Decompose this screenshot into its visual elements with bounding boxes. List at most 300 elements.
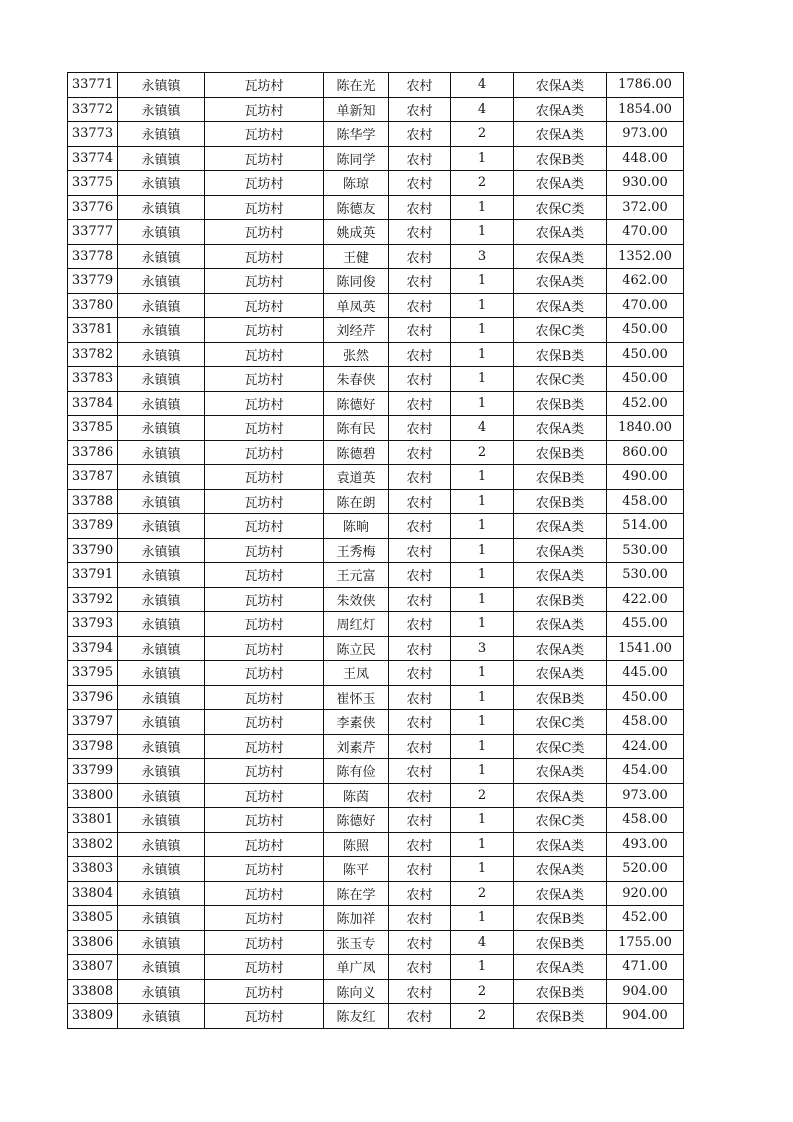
category-cell: 农保A类 [514, 538, 607, 563]
table-row [68, 97, 684, 122]
table-row [68, 612, 684, 637]
category-cell: 农保A类 [514, 293, 607, 318]
type-cell: 农村 [389, 857, 451, 882]
count-cell: 2 [451, 881, 514, 906]
category-cell: 农保C类 [514, 734, 607, 759]
category-cell: 农保A类 [514, 220, 607, 245]
amount-cell: 452.00 [607, 906, 684, 931]
name-cell: 王秀梅 [324, 538, 389, 563]
town-cell: 永镇镇 [118, 1004, 205, 1029]
village-cell: 瓦坊村 [205, 73, 324, 98]
name-cell: 陈平 [324, 857, 389, 882]
amount-cell: 471.00 [607, 955, 684, 980]
category-cell: 农保B类 [514, 465, 607, 490]
name-cell: 王健 [324, 244, 389, 269]
table-row [68, 146, 684, 171]
name-cell: 陈德好 [324, 808, 389, 833]
village-cell: 瓦坊村 [205, 955, 324, 980]
type-cell: 农村 [389, 1004, 451, 1029]
name-cell: 陈德好 [324, 391, 389, 416]
id-cell: 33796 [68, 685, 118, 710]
category-cell: 农保C类 [514, 195, 607, 220]
type-cell: 农村 [389, 73, 451, 98]
count-cell: 1 [451, 318, 514, 343]
village-cell: 瓦坊村 [205, 195, 324, 220]
town-cell: 永镇镇 [118, 97, 205, 122]
table-row [68, 122, 684, 147]
name-cell: 姚成英 [324, 220, 389, 245]
town-cell: 永镇镇 [118, 195, 205, 220]
type-cell: 农村 [389, 416, 451, 441]
table-row [68, 391, 684, 416]
category-cell: 农保B类 [514, 391, 607, 416]
count-cell: 1 [451, 269, 514, 294]
table-body [68, 73, 684, 1029]
town-cell: 永镇镇 [118, 783, 205, 808]
amount-cell: 452.00 [607, 391, 684, 416]
count-cell: 1 [451, 734, 514, 759]
count-cell: 2 [451, 122, 514, 147]
amount-cell: 1352.00 [607, 244, 684, 269]
type-cell: 农村 [389, 171, 451, 196]
type-cell: 农村 [389, 391, 451, 416]
village-cell: 瓦坊村 [205, 808, 324, 833]
name-cell: 陈照 [324, 832, 389, 857]
table-row [68, 906, 684, 931]
name-cell: 袁道英 [324, 465, 389, 490]
category-cell: 农保B类 [514, 587, 607, 612]
town-cell: 永镇镇 [118, 342, 205, 367]
id-cell: 33802 [68, 832, 118, 857]
table-row [68, 930, 684, 955]
count-cell: 2 [451, 1004, 514, 1029]
id-cell: 33801 [68, 808, 118, 833]
village-cell: 瓦坊村 [205, 293, 324, 318]
type-cell: 农村 [389, 440, 451, 465]
category-cell: 农保A类 [514, 783, 607, 808]
village-cell: 瓦坊村 [205, 906, 324, 931]
village-cell: 瓦坊村 [205, 538, 324, 563]
town-cell: 永镇镇 [118, 416, 205, 441]
type-cell: 农村 [389, 489, 451, 514]
category-cell: 农保A类 [514, 171, 607, 196]
name-cell: 单新知 [324, 97, 389, 122]
category-cell: 农保A类 [514, 881, 607, 906]
village-cell: 瓦坊村 [205, 465, 324, 490]
type-cell: 农村 [389, 538, 451, 563]
category-cell: 农保C类 [514, 710, 607, 735]
name-cell: 陈同学 [324, 146, 389, 171]
amount-cell: 1854.00 [607, 97, 684, 122]
category-cell: 农保B类 [514, 489, 607, 514]
count-cell: 1 [451, 587, 514, 612]
id-cell: 33791 [68, 563, 118, 588]
town-cell: 永镇镇 [118, 171, 205, 196]
amount-cell: 450.00 [607, 367, 684, 392]
type-cell: 农村 [389, 636, 451, 661]
village-cell: 瓦坊村 [205, 832, 324, 857]
id-cell: 33776 [68, 195, 118, 220]
town-cell: 永镇镇 [118, 465, 205, 490]
town-cell: 永镇镇 [118, 832, 205, 857]
name-cell: 陈琼 [324, 171, 389, 196]
town-cell: 永镇镇 [118, 857, 205, 882]
town-cell: 永镇镇 [118, 146, 205, 171]
table-row [68, 538, 684, 563]
type-cell: 农村 [389, 97, 451, 122]
village-cell: 瓦坊村 [205, 759, 324, 784]
amount-cell: 1541.00 [607, 636, 684, 661]
id-cell: 33808 [68, 979, 118, 1004]
town-cell: 永镇镇 [118, 808, 205, 833]
amount-cell: 1840.00 [607, 416, 684, 441]
type-cell: 农村 [389, 783, 451, 808]
type-cell: 农村 [389, 930, 451, 955]
type-cell: 农村 [389, 367, 451, 392]
category-cell: 农保A类 [514, 612, 607, 637]
name-cell: 张玉专 [324, 930, 389, 955]
amount-cell: 462.00 [607, 269, 684, 294]
id-cell: 33782 [68, 342, 118, 367]
id-cell: 33805 [68, 906, 118, 931]
count-cell: 1 [451, 710, 514, 735]
count-cell: 1 [451, 514, 514, 539]
amount-cell: 530.00 [607, 563, 684, 588]
table-row [68, 783, 684, 808]
amount-cell: 450.00 [607, 318, 684, 343]
type-cell: 农村 [389, 759, 451, 784]
village-cell: 瓦坊村 [205, 930, 324, 955]
name-cell: 陈友红 [324, 1004, 389, 1029]
count-cell: 1 [451, 808, 514, 833]
type-cell: 农村 [389, 269, 451, 294]
id-cell: 33792 [68, 587, 118, 612]
count-cell: 1 [451, 465, 514, 490]
amount-cell: 454.00 [607, 759, 684, 784]
table-row [68, 661, 684, 686]
id-cell: 33780 [68, 293, 118, 318]
table-row [68, 367, 684, 392]
table-row [68, 857, 684, 882]
village-cell: 瓦坊村 [205, 636, 324, 661]
name-cell: 刘素芹 [324, 734, 389, 759]
table-row [68, 171, 684, 196]
type-cell: 农村 [389, 808, 451, 833]
village-cell: 瓦坊村 [205, 220, 324, 245]
village-cell: 瓦坊村 [205, 1004, 324, 1029]
village-cell: 瓦坊村 [205, 710, 324, 735]
category-cell: 农保A类 [514, 661, 607, 686]
count-cell: 1 [451, 685, 514, 710]
amount-cell: 458.00 [607, 489, 684, 514]
village-cell: 瓦坊村 [205, 734, 324, 759]
village-cell: 瓦坊村 [205, 857, 324, 882]
id-cell: 33807 [68, 955, 118, 980]
town-cell: 永镇镇 [118, 440, 205, 465]
name-cell: 单广凤 [324, 955, 389, 980]
table-row [68, 710, 684, 735]
count-cell: 1 [451, 489, 514, 514]
village-cell: 瓦坊村 [205, 244, 324, 269]
village-cell: 瓦坊村 [205, 563, 324, 588]
village-cell: 瓦坊村 [205, 416, 324, 441]
count-cell: 4 [451, 73, 514, 98]
town-cell: 永镇镇 [118, 489, 205, 514]
table-row [68, 244, 684, 269]
name-cell: 刘经芹 [324, 318, 389, 343]
type-cell: 农村 [389, 342, 451, 367]
town-cell: 永镇镇 [118, 244, 205, 269]
count-cell: 1 [451, 538, 514, 563]
id-cell: 33778 [68, 244, 118, 269]
name-cell: 陈在光 [324, 73, 389, 98]
town-cell: 永镇镇 [118, 73, 205, 98]
count-cell: 1 [451, 195, 514, 220]
town-cell: 永镇镇 [118, 612, 205, 637]
name-cell: 陈德友 [324, 195, 389, 220]
amount-cell: 470.00 [607, 293, 684, 318]
table-row [68, 1004, 684, 1029]
name-cell: 陈德碧 [324, 440, 389, 465]
type-cell: 农村 [389, 955, 451, 980]
id-cell: 33809 [68, 1004, 118, 1029]
type-cell: 农村 [389, 514, 451, 539]
count-cell: 1 [451, 342, 514, 367]
amount-cell: 458.00 [607, 808, 684, 833]
town-cell: 永镇镇 [118, 391, 205, 416]
amount-cell: 458.00 [607, 710, 684, 735]
id-cell: 33790 [68, 538, 118, 563]
category-cell: 农保B类 [514, 146, 607, 171]
category-cell: 农保A类 [514, 514, 607, 539]
amount-cell: 450.00 [607, 342, 684, 367]
amount-cell: 445.00 [607, 661, 684, 686]
id-cell: 33772 [68, 97, 118, 122]
count-cell: 1 [451, 906, 514, 931]
table-row [68, 587, 684, 612]
table-row [68, 220, 684, 245]
count-cell: 1 [451, 955, 514, 980]
name-cell: 陈立民 [324, 636, 389, 661]
type-cell: 农村 [389, 685, 451, 710]
type-cell: 农村 [389, 146, 451, 171]
count-cell: 1 [451, 612, 514, 637]
amount-cell: 422.00 [607, 587, 684, 612]
village-cell: 瓦坊村 [205, 587, 324, 612]
table-row [68, 881, 684, 906]
id-cell: 33774 [68, 146, 118, 171]
count-cell: 4 [451, 416, 514, 441]
type-cell: 农村 [389, 710, 451, 735]
amount-cell: 860.00 [607, 440, 684, 465]
type-cell: 农村 [389, 563, 451, 588]
id-cell: 33783 [68, 367, 118, 392]
town-cell: 永镇镇 [118, 881, 205, 906]
table-row [68, 195, 684, 220]
name-cell: 陈有民 [324, 416, 389, 441]
town-cell: 永镇镇 [118, 269, 205, 294]
amount-cell: 455.00 [607, 612, 684, 637]
id-cell: 33784 [68, 391, 118, 416]
count-cell: 1 [451, 759, 514, 784]
count-cell: 2 [451, 979, 514, 1004]
count-cell: 1 [451, 391, 514, 416]
table-row [68, 416, 684, 441]
village-cell: 瓦坊村 [205, 979, 324, 1004]
name-cell: 单凤英 [324, 293, 389, 318]
count-cell: 1 [451, 832, 514, 857]
count-cell: 1 [451, 220, 514, 245]
table-row [68, 759, 684, 784]
category-cell: 农保B类 [514, 906, 607, 931]
id-cell: 33788 [68, 489, 118, 514]
id-cell: 33789 [68, 514, 118, 539]
town-cell: 永镇镇 [118, 930, 205, 955]
category-cell: 农保A类 [514, 416, 607, 441]
count-cell: 1 [451, 857, 514, 882]
name-cell: 崔怀玉 [324, 685, 389, 710]
village-cell: 瓦坊村 [205, 367, 324, 392]
count-cell: 4 [451, 930, 514, 955]
category-cell: 农保A类 [514, 636, 607, 661]
category-cell: 农保A类 [514, 73, 607, 98]
name-cell: 陈有俭 [324, 759, 389, 784]
name-cell: 朱春侠 [324, 367, 389, 392]
name-cell: 王元富 [324, 563, 389, 588]
type-cell: 农村 [389, 612, 451, 637]
id-cell: 33797 [68, 710, 118, 735]
table-row [68, 979, 684, 1004]
count-cell: 4 [451, 97, 514, 122]
name-cell: 周红灯 [324, 612, 389, 637]
table-row [68, 489, 684, 514]
town-cell: 永镇镇 [118, 685, 205, 710]
amount-cell: 470.00 [607, 220, 684, 245]
town-cell: 永镇镇 [118, 759, 205, 784]
amount-cell: 1755.00 [607, 930, 684, 955]
name-cell: 王凤 [324, 661, 389, 686]
category-cell: 农保A类 [514, 955, 607, 980]
count-cell: 2 [451, 783, 514, 808]
name-cell: 陈晌 [324, 514, 389, 539]
id-cell: 33785 [68, 416, 118, 441]
name-cell: 李素侠 [324, 710, 389, 735]
table-row [68, 342, 684, 367]
table-row [68, 293, 684, 318]
table-row [68, 465, 684, 490]
name-cell: 张然 [324, 342, 389, 367]
name-cell: 朱效侠 [324, 587, 389, 612]
amount-cell: 973.00 [607, 122, 684, 147]
table-row [68, 808, 684, 833]
type-cell: 农村 [389, 293, 451, 318]
subsidy-table [67, 72, 684, 1029]
table-row [68, 832, 684, 857]
count-cell: 2 [451, 171, 514, 196]
amount-cell: 1786.00 [607, 73, 684, 98]
count-cell: 1 [451, 367, 514, 392]
town-cell: 永镇镇 [118, 318, 205, 343]
category-cell: 农保A类 [514, 563, 607, 588]
table-row [68, 563, 684, 588]
name-cell: 陈茵 [324, 783, 389, 808]
id-cell: 33779 [68, 269, 118, 294]
table-row [68, 514, 684, 539]
village-cell: 瓦坊村 [205, 391, 324, 416]
village-cell: 瓦坊村 [205, 122, 324, 147]
id-cell: 33803 [68, 857, 118, 882]
amount-cell: 530.00 [607, 538, 684, 563]
table-row [68, 73, 684, 98]
count-cell: 2 [451, 440, 514, 465]
category-cell: 农保A类 [514, 244, 607, 269]
type-cell: 农村 [389, 587, 451, 612]
id-cell: 33799 [68, 759, 118, 784]
id-cell: 33777 [68, 220, 118, 245]
id-cell: 33806 [68, 930, 118, 955]
category-cell: 农保C类 [514, 808, 607, 833]
table-row [68, 685, 684, 710]
type-cell: 农村 [389, 979, 451, 1004]
type-cell: 农村 [389, 318, 451, 343]
count-cell: 1 [451, 563, 514, 588]
count-cell: 3 [451, 244, 514, 269]
category-cell: 农保A类 [514, 832, 607, 857]
town-cell: 永镇镇 [118, 367, 205, 392]
count-cell: 1 [451, 661, 514, 686]
town-cell: 永镇镇 [118, 979, 205, 1004]
village-cell: 瓦坊村 [205, 881, 324, 906]
name-cell: 陈同俊 [324, 269, 389, 294]
amount-cell: 450.00 [607, 685, 684, 710]
amount-cell: 372.00 [607, 195, 684, 220]
name-cell: 陈加祥 [324, 906, 389, 931]
id-cell: 33773 [68, 122, 118, 147]
count-cell: 3 [451, 636, 514, 661]
town-cell: 永镇镇 [118, 661, 205, 686]
name-cell: 陈在学 [324, 881, 389, 906]
amount-cell: 920.00 [607, 881, 684, 906]
town-cell: 永镇镇 [118, 514, 205, 539]
type-cell: 农村 [389, 220, 451, 245]
name-cell: 陈华学 [324, 122, 389, 147]
id-cell: 33793 [68, 612, 118, 637]
type-cell: 农村 [389, 832, 451, 857]
category-cell: 农保A类 [514, 122, 607, 147]
category-cell: 农保B类 [514, 979, 607, 1004]
type-cell: 农村 [389, 906, 451, 931]
village-cell: 瓦坊村 [205, 171, 324, 196]
category-cell: 农保B类 [514, 440, 607, 465]
category-cell: 农保B类 [514, 342, 607, 367]
category-cell: 农保B类 [514, 930, 607, 955]
count-cell: 1 [451, 293, 514, 318]
type-cell: 农村 [389, 244, 451, 269]
id-cell: 33804 [68, 881, 118, 906]
town-cell: 永镇镇 [118, 293, 205, 318]
category-cell: 农保A类 [514, 269, 607, 294]
category-cell: 农保A类 [514, 97, 607, 122]
amount-cell: 520.00 [607, 857, 684, 882]
id-cell: 33775 [68, 171, 118, 196]
id-cell: 33798 [68, 734, 118, 759]
town-cell: 永镇镇 [118, 906, 205, 931]
table-row [68, 636, 684, 661]
count-cell: 1 [451, 146, 514, 171]
amount-cell: 904.00 [607, 1004, 684, 1029]
amount-cell: 493.00 [607, 832, 684, 857]
town-cell: 永镇镇 [118, 636, 205, 661]
